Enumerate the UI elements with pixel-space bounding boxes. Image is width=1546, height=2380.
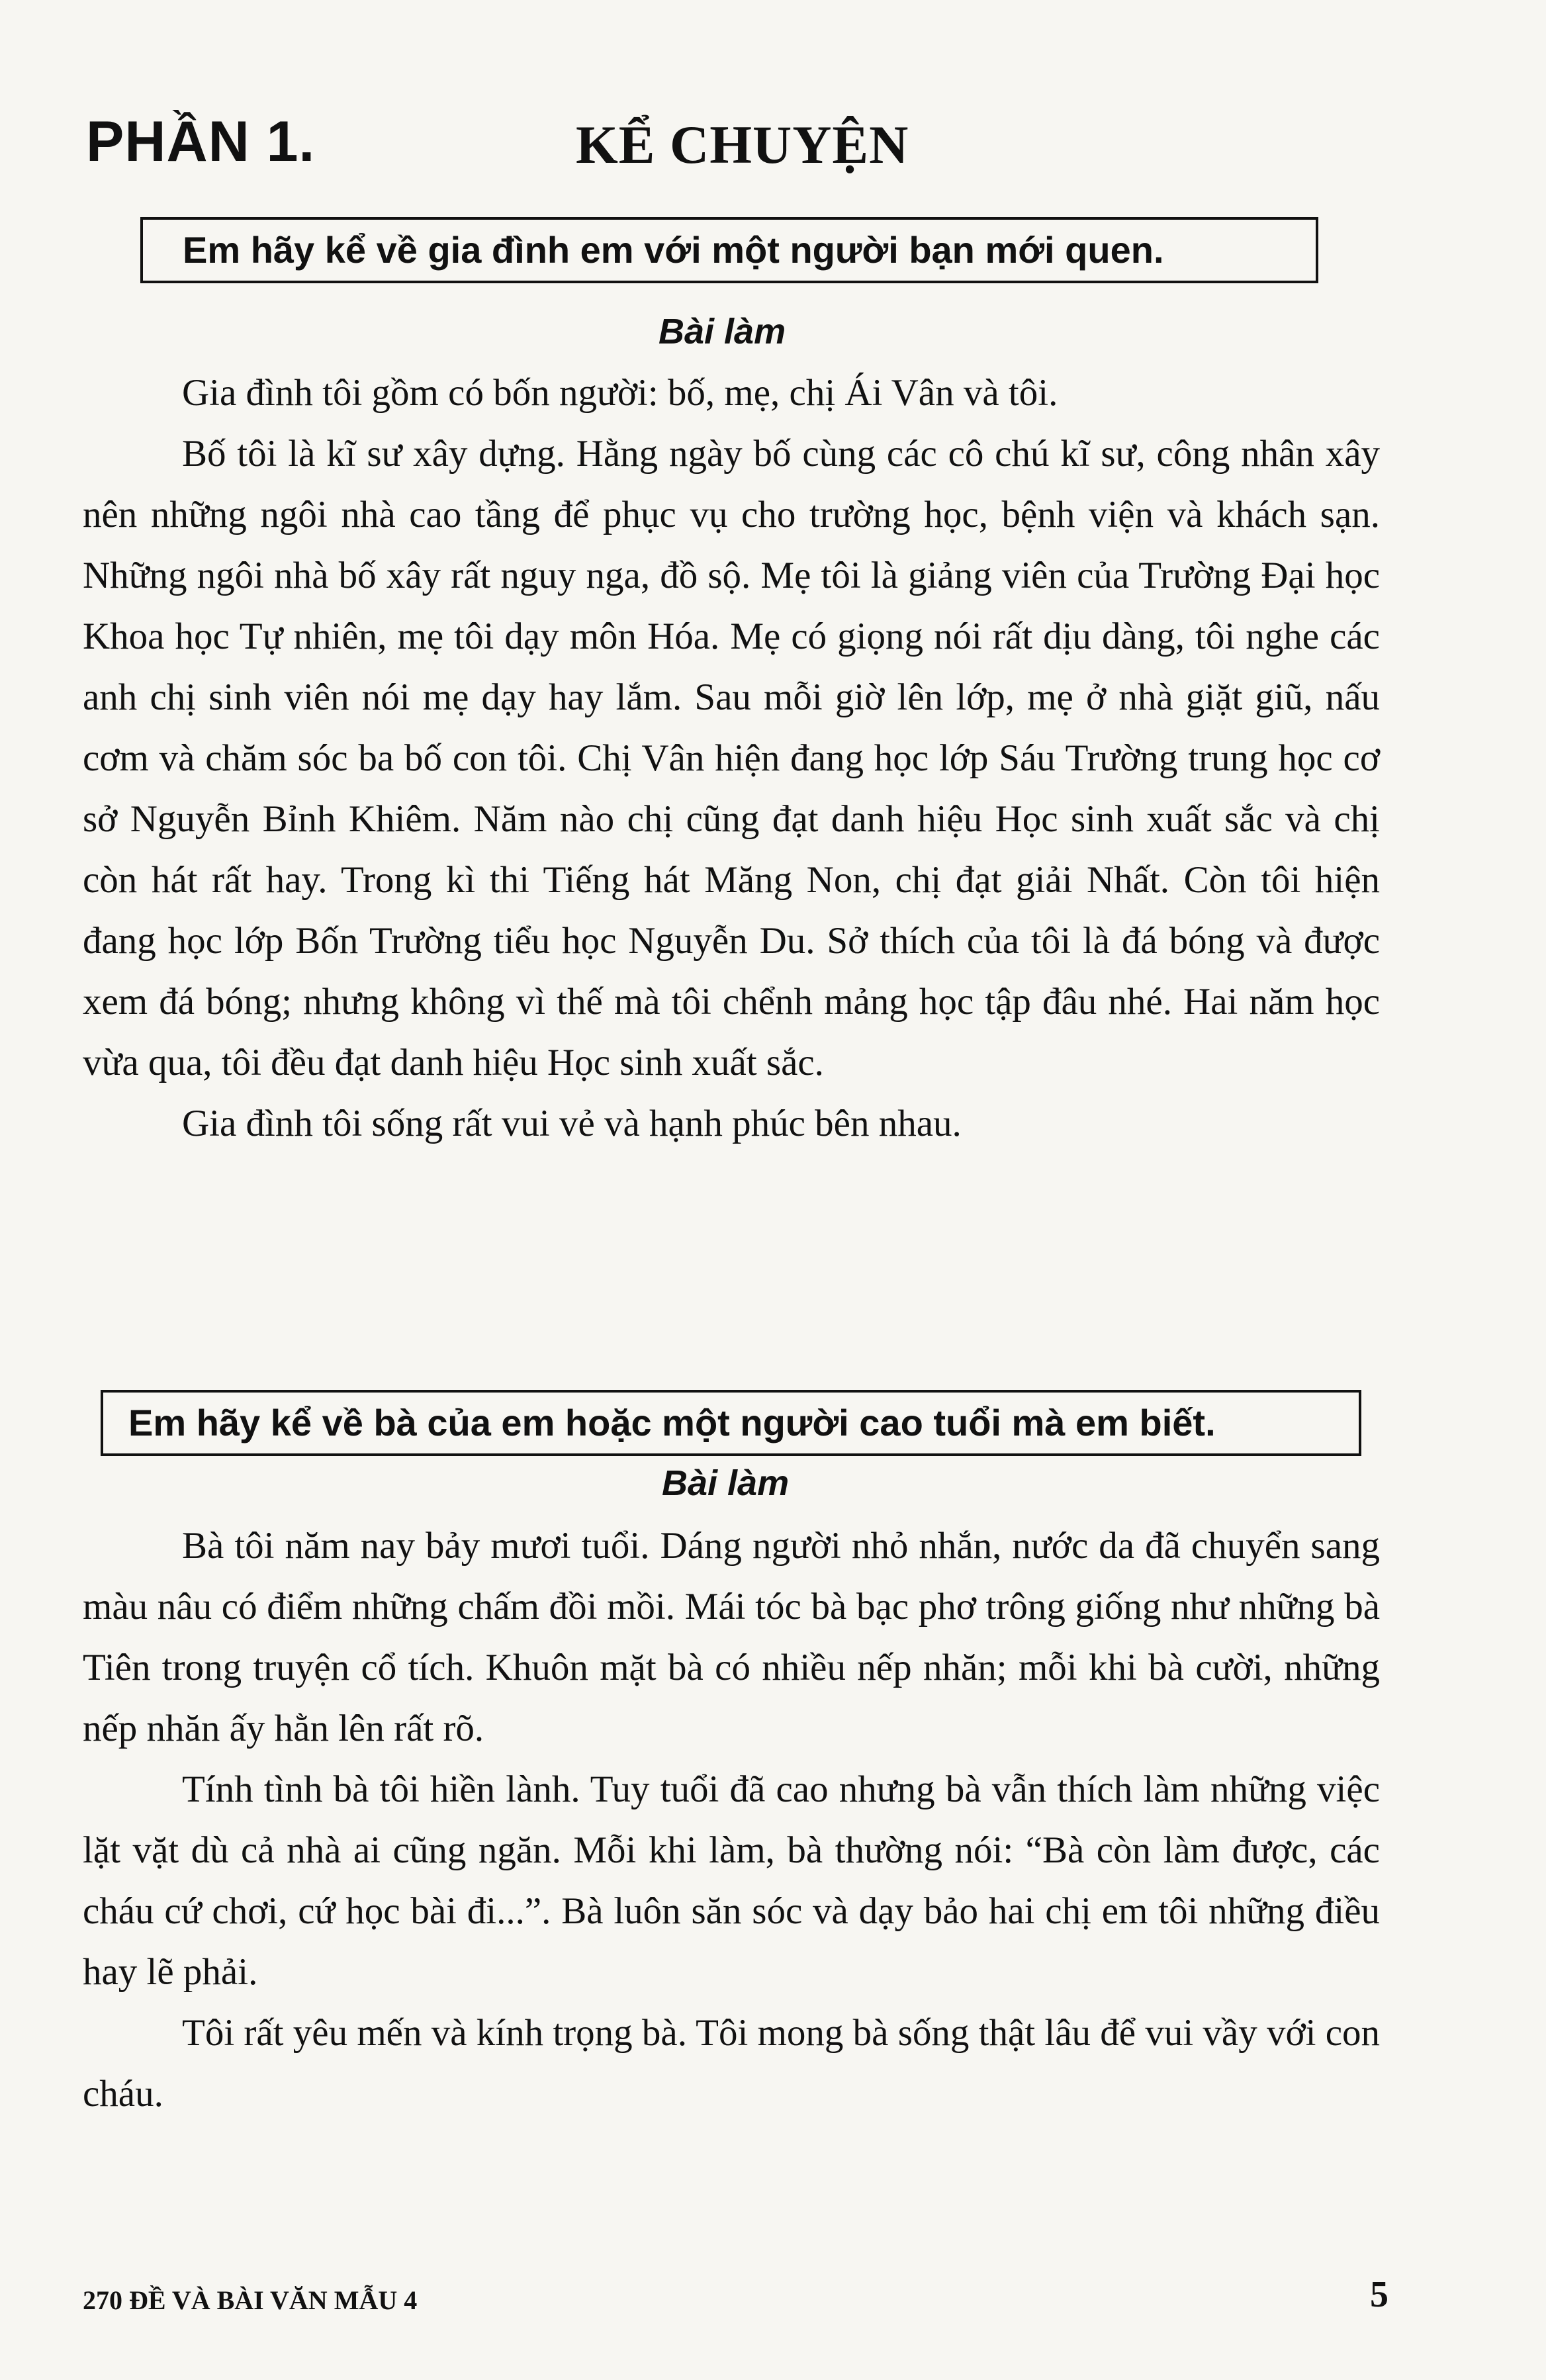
essay-subheading-family: Bài làm — [659, 312, 786, 351]
paragraph: Gia đình tôi gồm có bốn người: bố, mẹ, chị Ái Vân và tôi. — [182, 372, 1058, 414]
paragraph: Gia đình tôi sống rất vui vẻ và hạnh phúc bên nhau. — [182, 1103, 962, 1144]
footer-book-title: 270 ĐỀ VÀ BÀI VĂN MẪU 4 — [83, 2285, 418, 2315]
essay-prompt-family: Em hãy kể về gia đình em với một người bạn mới quen. — [140, 217, 1318, 283]
page-number: 5 — [1370, 2274, 1388, 2315]
paragraph: Bà tôi năm nay bảy mươi tuổi. Dáng người nhỏ nhắn, nước da đã chuyển sang màu nâu có điểm những chấm đồi mồi. Mái tóc bà bạc phơ trông giống như những bà Tiên trong truyện cổ tích. Khuôn mặt bà có nhiều nếp nhăn; mỗi khi bà cười, những nếp nhăn ấy hằn lên rất rõ. — [83, 1525, 1380, 1749]
essay-prompt-grandmother: Em hãy kể về bà của em hoặc một người cao tuổi mà em biết. — [101, 1390, 1361, 1456]
paragraph: Tôi rất yêu mến và kính trọng bà. Tôi mong bà sống thật lâu để vui vầy với con cháu. — [83, 2012, 1380, 2115]
paragraph: Tính tình bà tôi hiền lành. Tuy tuổi đã cao nhưng bà vẫn thích làm những việc lặt vặt dù cả nhà ai cũng ngăn. Mỗi khi làm, bà thường nói: “Bà còn làm được, các cháu cứ chơi, cứ học bài đi...”. Bà luôn săn sóc và dạy bảo hai chị em tôi những điều hay lẽ phải. — [83, 1768, 1380, 1993]
chapter-title: KỂ CHUYỆN — [576, 114, 909, 175]
essay-body-grandmother — [83, 1516, 1380, 2125]
part-label: PHẦN 1. — [86, 110, 316, 173]
essay-subheading-grandmother: Bài làm — [662, 1463, 790, 1503]
paragraph: Bố tôi là kĩ sư xây dựng. Hằng ngày bố cùng các cô chú kĩ sư, công nhân xây nên những ngôi nhà cao tầng để phục vụ cho trường học, bệnh viện và khách sạn. Những ngôi nhà bố xây rất nguy nga, đồ sộ. Mẹ tôi là giảng viên của Trường Đại học Khoa học Tự nhiên, mẹ tôi dạy môn Hóa. Mẹ có giọng nói rất dịu dàng, tôi nghe các anh chị sinh viên nói mẹ dạy hay lắm. Sau mỗi giờ lên lớp, mẹ ở nhà giặt giũ, nấu cơm và chăm sóc ba bố con tôi. Chị Vân hiện đang học lớp Sáu Trường trung học cơ sở Nguyễn Bỉnh Khiêm. Năm nào chị cũng đạt danh hiệu Học sinh xuất sắc và chị còn hát rất hay. Trong kì thi Tiếng hát Măng Non, chị đạt giải Nhất. Còn tôi hiện đang học lớp Bốn Trường tiểu học Nguyễn Du. Sở thích của tôi là đá bóng và được xem đá bóng; nhưng không vì thế mà tôi chểnh mảng học tập đâu nhé. Hai năm học vừa qua, tôi đều đạt danh hiệu Học sinh xuất sắc. — [83, 433, 1380, 1083]
essay-body-family — [83, 363, 1380, 1154]
